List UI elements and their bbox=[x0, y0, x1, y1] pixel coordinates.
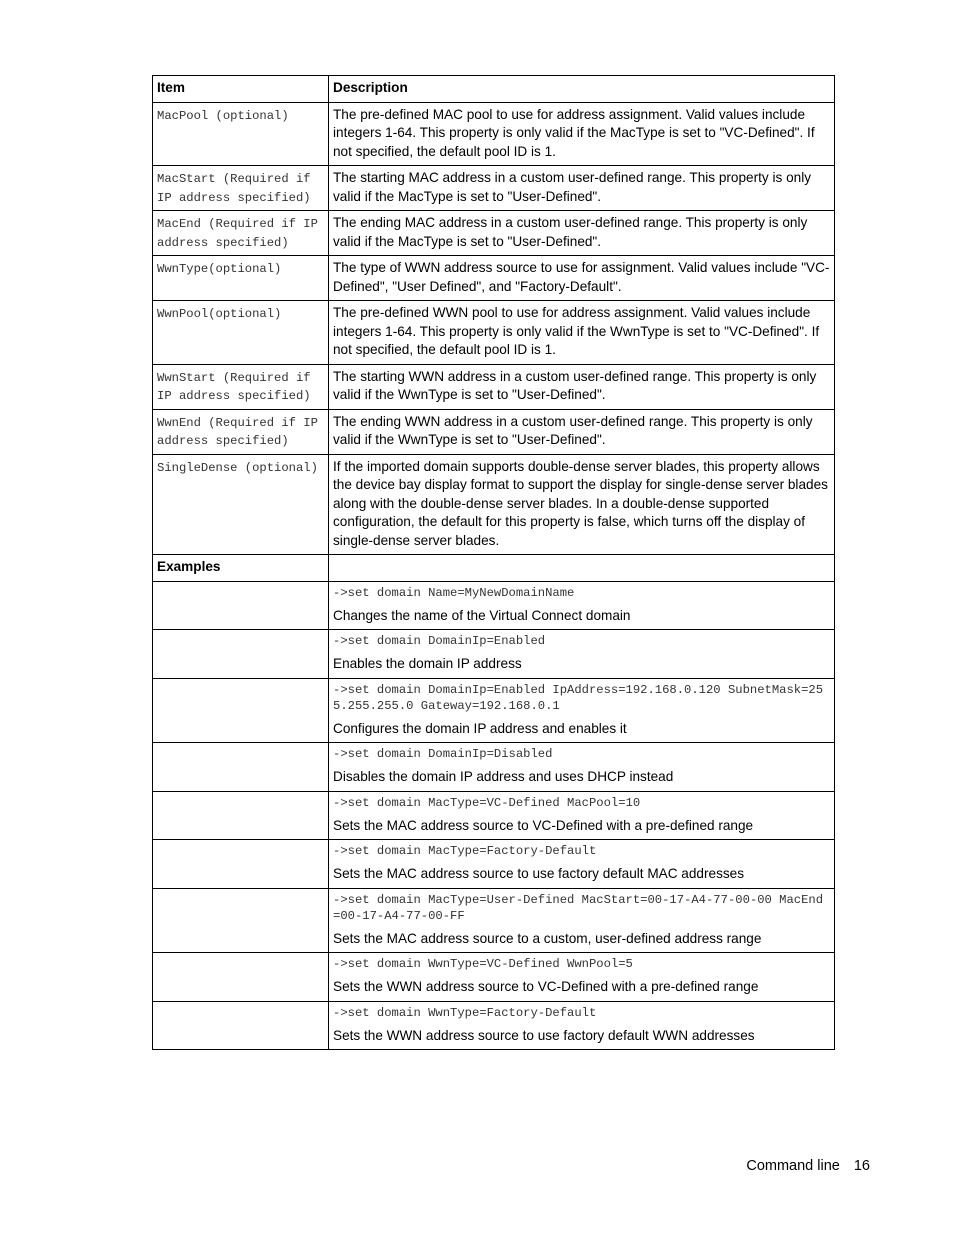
example-row bbox=[153, 678, 835, 743]
table-row bbox=[153, 364, 835, 409]
item-name: MacPool (optional) bbox=[157, 108, 289, 123]
item-name: MacStart (Required if IP address specified) bbox=[157, 172, 318, 205]
item-name: SingleDense (optional) bbox=[157, 460, 318, 475]
page-footer bbox=[746, 1158, 870, 1174]
example-command: ->set domain MacType=VC-Defined MacPool=10 bbox=[333, 795, 641, 810]
example-description: Sets the MAC address source to a custom, user-defined address range bbox=[333, 930, 762, 946]
example-command: ->set domain WwnType=VC-Defined WwnPool=5 bbox=[333, 957, 633, 971]
table-row bbox=[153, 102, 835, 166]
item-description: If the imported domain supports double-dense server blades, this property allows the device bay display format to support the display for single-dense server blades along with the double-dense server blades. In a double-dense supported configuration, the default for this property is false, which turns off the display of single-dense server blades. bbox=[329, 454, 835, 555]
example-row bbox=[153, 791, 835, 840]
item-description: The ending MAC address in a custom user-defined range. This property is only valid if the MacType is set to "User-Defined". bbox=[329, 211, 835, 256]
example-description: Sets the WWN address source to VC-Defined with a pre-defined range bbox=[333, 979, 759, 994]
example-row bbox=[153, 743, 835, 792]
example-row bbox=[153, 630, 835, 679]
example-description: Changes the name of the Virtual Connect domain bbox=[333, 607, 631, 623]
table-row bbox=[153, 454, 835, 555]
example-description: Sets the MAC address source to use factory default MAC addresses bbox=[333, 866, 745, 881]
reference-table bbox=[152, 75, 835, 1050]
example-row bbox=[153, 840, 835, 889]
header-item: Item bbox=[153, 76, 329, 103]
table-row bbox=[153, 166, 835, 211]
table-row bbox=[153, 256, 835, 301]
table-row bbox=[153, 409, 835, 454]
example-command: ->set domain DomainIp=Enabled bbox=[333, 634, 546, 648]
example-row bbox=[153, 1001, 835, 1050]
example-row bbox=[153, 953, 835, 1002]
table-header-row bbox=[153, 76, 835, 103]
item-description: The type of WWN address source to use for assignment. Valid values include "VC-Defined", "User Defined", and "Factory-Default". bbox=[329, 256, 835, 301]
item-description: The pre-defined WWN pool to use for address assignment. Valid values include integers 1-64. This property is only valid if the WwnType is set to "VC-Defined". If not specified, the default pool ID is 1. bbox=[329, 301, 835, 365]
examples-label: Examples bbox=[153, 555, 329, 582]
item-name: WwnStart (Required if IP address specified) bbox=[157, 370, 318, 403]
item-description: The starting MAC address in a custom user-defined range. This property is only valid if the MacType is set to "User-Defined". bbox=[329, 166, 835, 211]
item-name: WwnType(optional) bbox=[157, 262, 282, 276]
example-description: Enables the domain IP address bbox=[333, 656, 522, 671]
examples-header-row bbox=[153, 555, 835, 582]
example-command: ->set domain MacType=Factory-Default bbox=[333, 844, 597, 858]
item-description: The ending WWN address in a custom user-defined range. This property is only valid if the WwnType is set to "User-Defined". bbox=[329, 409, 835, 454]
item-name: MacEnd (Required if IP address specified) bbox=[157, 217, 326, 250]
item-name: WwnEnd (Required if IP address specified) bbox=[157, 415, 326, 448]
table-row bbox=[153, 211, 835, 256]
example-command: ->set domain MacType=User-Defined MacStart=00-17-A4-77-00-00 MacEnd=00-17-A4-77-00-FF bbox=[333, 892, 824, 923]
example-row bbox=[153, 581, 835, 630]
example-command: ->set domain DomainIp=Enabled IpAddress=192.168.0.120 SubnetMask=255.255.255.0 Gateway=192.168.0.1 bbox=[333, 682, 824, 713]
example-command: ->set domain Name=MyNewDomainName bbox=[333, 585, 575, 600]
example-row bbox=[153, 888, 835, 953]
item-description: The pre-defined MAC pool to use for address assignment. Valid values include integers 1-64. This property is only valid if the MacType is set to "VC-Defined". If not specified, the default pool ID is 1. bbox=[329, 102, 835, 166]
item-description: The starting WWN address in a custom user-defined range. This property is only valid if the WwnType is set to "User-Defined". bbox=[329, 364, 835, 409]
page-number: 16 bbox=[853, 1158, 870, 1174]
example-description: Sets the WWN address source to use factory default WWN addresses bbox=[333, 1027, 755, 1043]
example-description: Sets the MAC address source to VC-Defined with a pre-defined range bbox=[333, 817, 754, 833]
table-row bbox=[153, 301, 835, 365]
footer-section: Command line bbox=[746, 1158, 840, 1174]
example-description: Configures the domain IP address and enables it bbox=[333, 720, 627, 736]
example-description: Disables the domain IP address and uses DHCP instead bbox=[333, 769, 674, 784]
example-command: ->set domain WwnType=Factory-Default bbox=[333, 1005, 597, 1020]
item-name: WwnPool(optional) bbox=[157, 307, 282, 321]
example-command: ->set domain DomainIp=Disabled bbox=[333, 747, 553, 761]
header-description: Description bbox=[329, 76, 835, 103]
